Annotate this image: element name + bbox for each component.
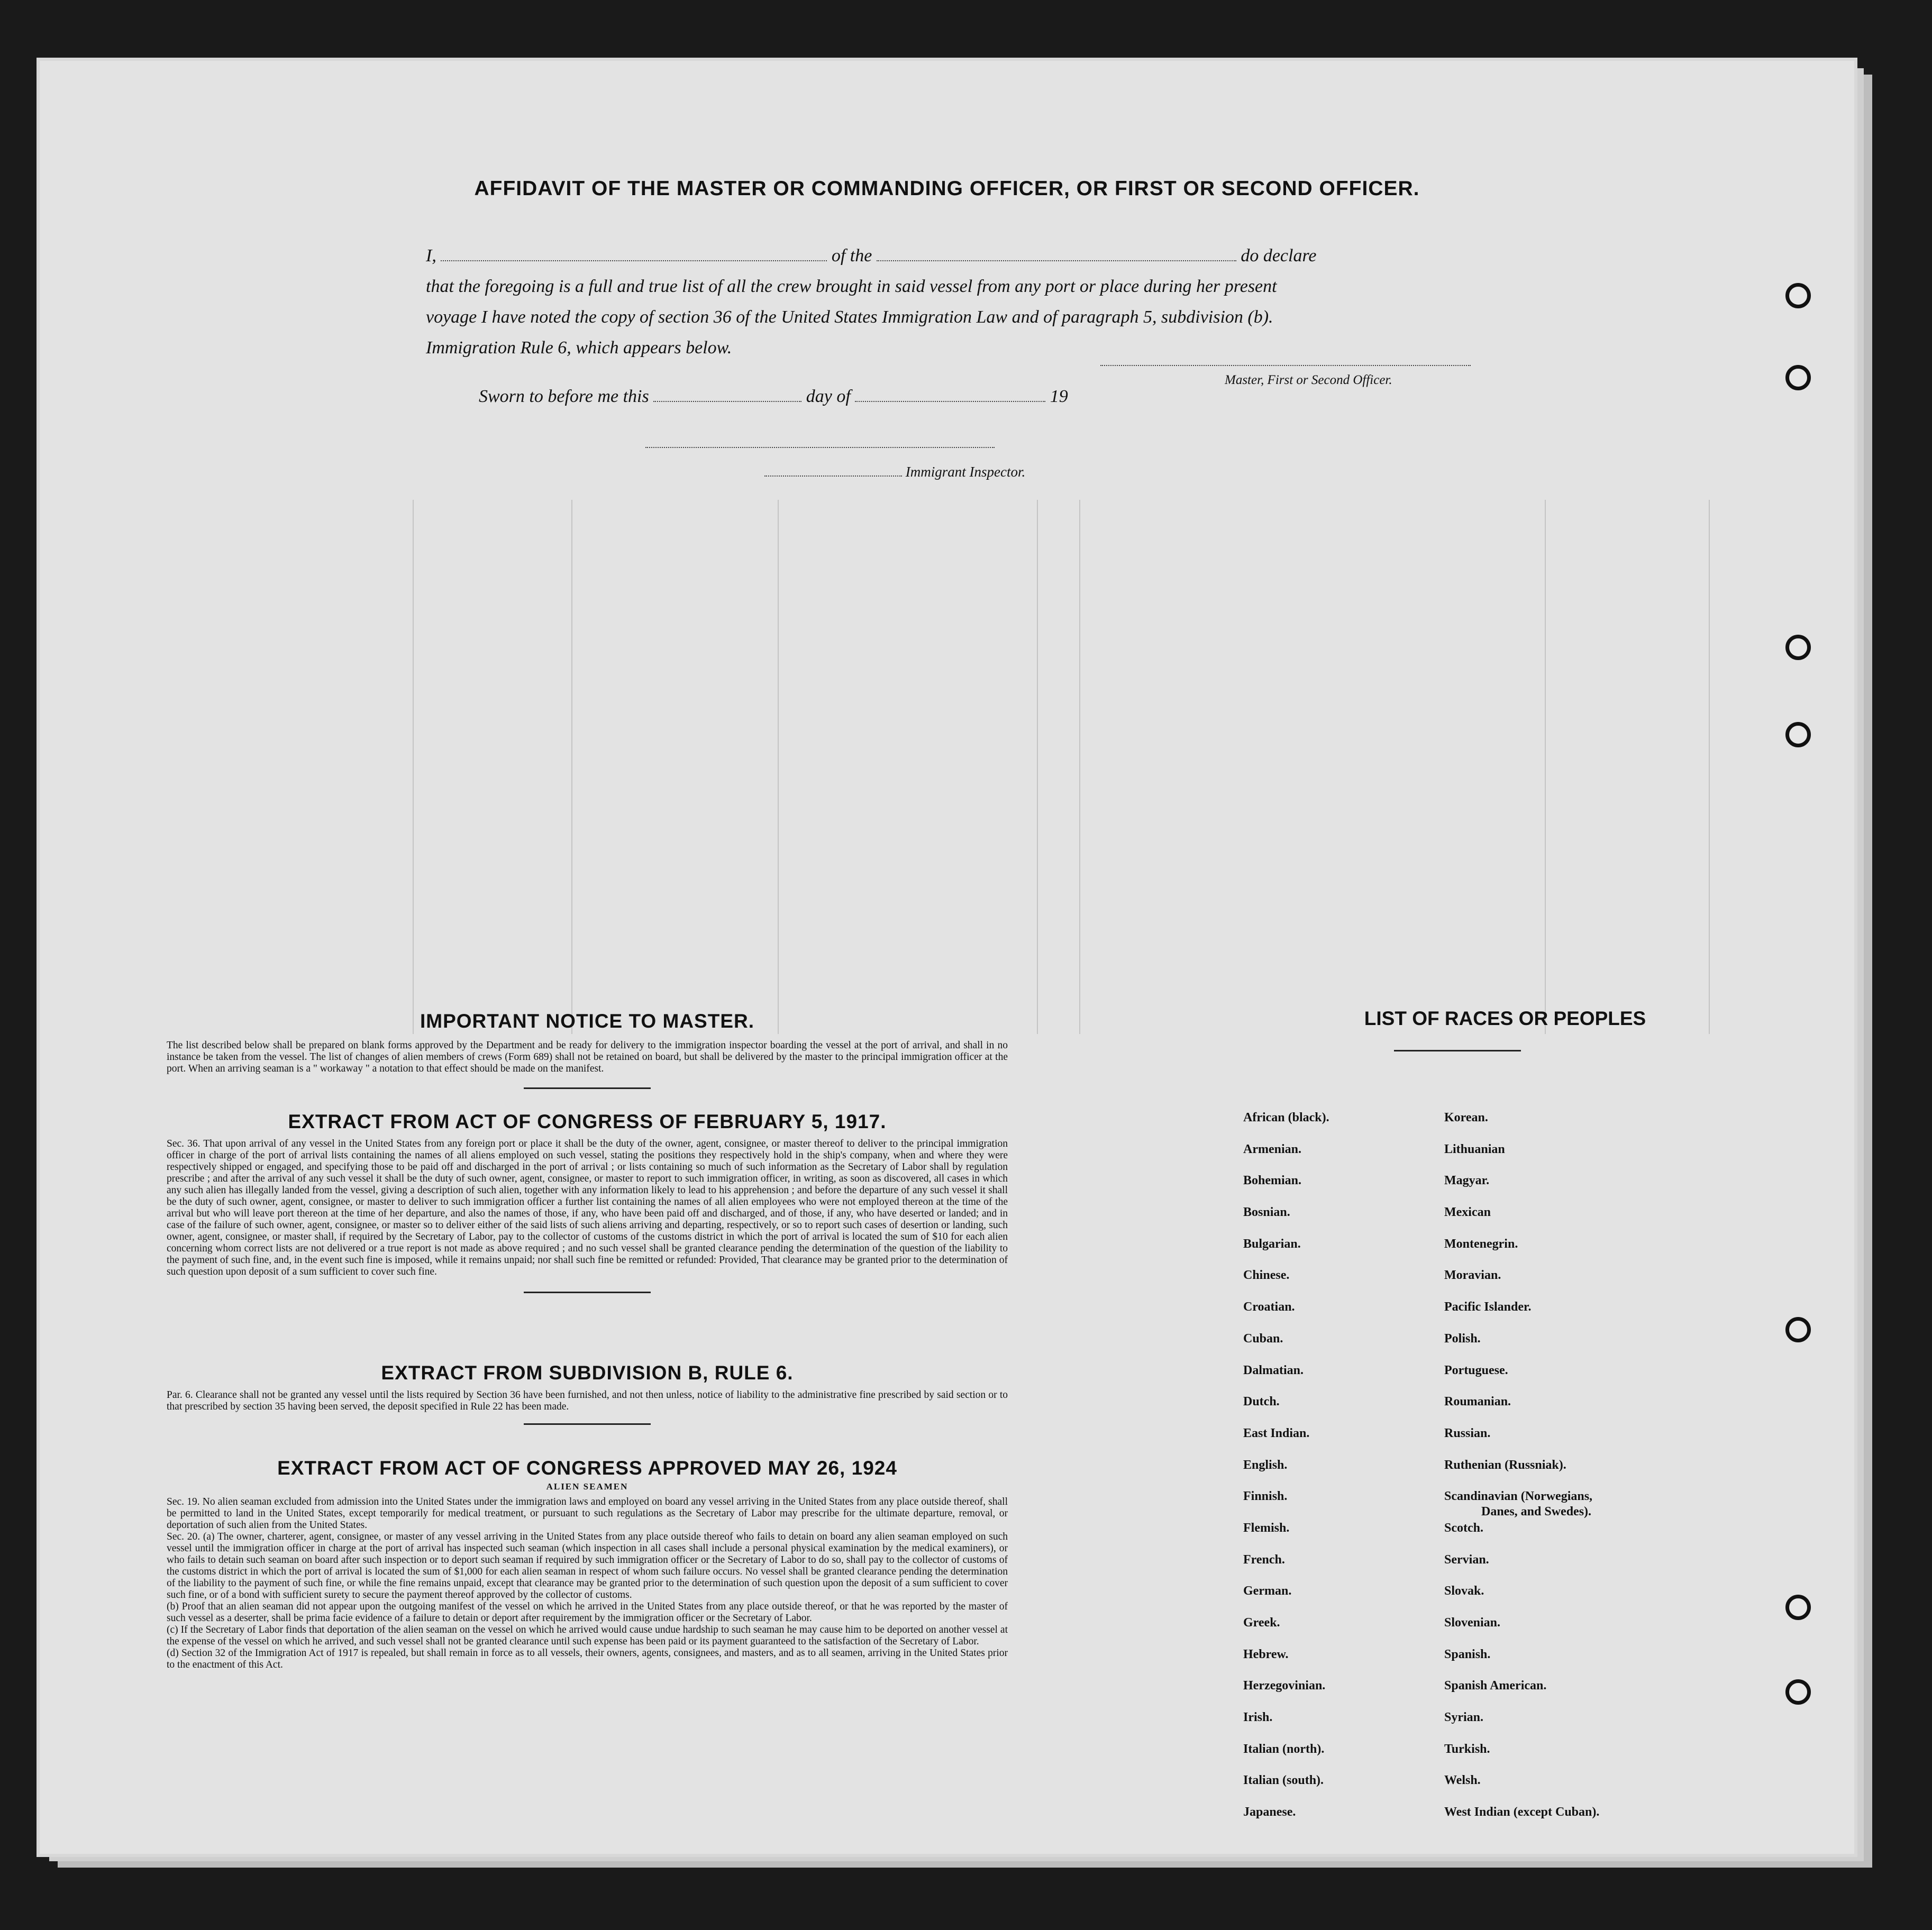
extract-1917-title: EXTRACT FROM ACT OF CONGRESS OF FEBRUARY 5, 1917. — [288, 1111, 887, 1132]
extract-1924-title: EXTRACT FROM ACT OF CONGRESS APPROVED MAY 26, 1924 — [277, 1457, 897, 1479]
race-label: Lithuanian — [1444, 1142, 1505, 1156]
section-divider — [524, 1087, 651, 1089]
race-label: Armenian. — [1243, 1142, 1301, 1156]
race-label: Slovenian. — [1444, 1616, 1501, 1630]
extract-rule6-section — [167, 1362, 1008, 1425]
sworn-statement — [479, 386, 1068, 407]
race-item — [1243, 1174, 1329, 1205]
race-label: German. — [1243, 1584, 1292, 1598]
race-label: English. — [1243, 1458, 1288, 1472]
notice-body: The list described below shall be prepared on blank forms approved by the Department and be ready for delivery to the immigration inspector boarding the vessel at the port of arrival, and shall in no instance be taken from the vessel. The list of changes of alien members of crews (Form 689) shall not be retained on board, but shall be delivered by the master to the principal immigration officer at the port. When an arriving seaman is a " workaway " a notation to that effect should be made on the manifest. — [167, 1040, 1008, 1074]
signature-line — [1100, 365, 1471, 366]
race-label: Welsh. — [1444, 1773, 1481, 1788]
binder-hole — [1785, 365, 1811, 390]
race-label: Irish. — [1243, 1711, 1273, 1725]
race-item — [1444, 1553, 1599, 1585]
race-item — [1444, 1395, 1599, 1426]
race-label: Syrian. — [1444, 1711, 1484, 1725]
affidavit-title: AFFIDAVIT OF THE MASTER OR COMMANDING OFFICER, OR FIRST OR SECOND OFFICER. — [474, 177, 1420, 200]
race-item — [1243, 1364, 1329, 1395]
race-item — [1243, 1553, 1329, 1585]
signature-caption: Master, First or Second Officer. — [1225, 373, 1392, 387]
race-label: Croatian. — [1243, 1300, 1295, 1314]
race-item — [1243, 1300, 1329, 1332]
binder-hole — [1785, 283, 1811, 308]
race-label: Turkish. — [1444, 1742, 1490, 1756]
sworn-year: 19 — [1050, 387, 1068, 406]
races-left-column — [1243, 1111, 1329, 1837]
declaration-i: I, — [426, 246, 436, 266]
race-item — [1243, 1616, 1329, 1648]
ruled-column — [413, 500, 414, 1034]
declaration-line-1 — [426, 241, 1505, 271]
extract-1924-subtitle: ALIEN SEAMEN — [546, 1481, 628, 1492]
section-20d-text: (d) Section 32 of the Immigration Act of 1917 is repealed, but shall remain in force as to all vessels, their owners, agents, consignees, and masters, and as to all seamen, arriving in the United States prior to the enactment of this Act. — [167, 1648, 1008, 1670]
declaration-line-4: Immigration Rule 6, which appears below. — [426, 338, 732, 358]
affidavit-declaration — [426, 241, 1505, 363]
inspector-caption: Immigrant Inspector. — [905, 464, 1026, 480]
race-label: Roumanian. — [1444, 1395, 1511, 1409]
vessel-blank — [877, 245, 1236, 261]
race-label: Servian. — [1444, 1552, 1489, 1567]
race-item — [1444, 1805, 1599, 1837]
binder-hole — [1785, 1679, 1811, 1705]
race-label: Dutch. — [1243, 1395, 1280, 1409]
race-item — [1243, 1742, 1329, 1774]
race-label: Scotch. — [1444, 1521, 1483, 1535]
section-divider — [524, 1292, 651, 1293]
race-item — [1444, 1458, 1599, 1490]
binder-hole — [1785, 722, 1811, 747]
race-item — [1444, 1742, 1599, 1774]
declaration-of-the: of the — [831, 246, 872, 266]
race-item — [1444, 1174, 1599, 1205]
race-label: Ruthenian (Russniak). — [1444, 1458, 1566, 1472]
race-label: Chinese. — [1243, 1268, 1290, 1283]
race-item — [1243, 1648, 1329, 1679]
race-label: Spanish American. — [1444, 1679, 1547, 1693]
race-label: Montenegrin. — [1444, 1237, 1518, 1251]
race-label: Cuban. — [1243, 1331, 1283, 1346]
race-item — [1243, 1711, 1329, 1742]
inspector-row — [764, 464, 1025, 480]
race-label: Portuguese. — [1444, 1363, 1508, 1377]
race-item — [1444, 1773, 1599, 1805]
sworn-prefix: Sworn to before me this — [479, 387, 649, 406]
race-label: Italian (south). — [1243, 1773, 1324, 1788]
extract-rule6-body: Par. 6. Clearance shall not be granted any vessel until the lists required by Section 36 have been furnished, and not then unless, notice of liability to the administrative fine prescribed by said section or to that prescribed by section 35 having been served, the deposit specified in Rule 22 has been made. — [167, 1389, 1008, 1412]
race-label: Bosnian. — [1243, 1205, 1290, 1220]
sworn-month-blank — [855, 386, 1045, 402]
race-item — [1444, 1205, 1599, 1237]
ruled-column — [778, 500, 779, 1034]
race-item — [1243, 1679, 1329, 1711]
section-20a-text: Sec. 20. (a) The owner, charterer, agent, consignee, or master of any vessel arriving in the United States from any place outside thereof who fails to detain on board any alien seaman employed on such vessel until the immigration officer in charge at the port of arrival has inspected such seaman (which inspection in all cases shall include a personal physical examination by the medical examiners), or who fails to detain such seaman on board after such inspection or to deport such seaman if required by such immigration officer or the Secretary of Labor to do so, shall pay to the collector of customs of the customs district in which the port of arrival is located the sum of $1,000 for each alien seaman in respect of whom such failure occurs. No vessel shall be granted clearance pending the determination of the liability to the payment of such fine, or while the fine remains unpaid, except that clearance may be granted prior to the determination of such question upon the deposit of a sum sufficient to cover such fine, or of a bond with sufficient surety to secure the payment thereof approved by the collector of customs. — [167, 1531, 1008, 1600]
extract-1917-body: Sec. 36. That upon arrival of any vessel in the United States from any foreign port or place it shall be the duty of the owner, agent, consignee, or master thereof to deliver to the principal immigration officer in charge of the port of arrival lists containing the names of all aliens employed on such vessel, stating the positions they respectively hold in the ship's company, when and where they were respectively shipped or engaged, and specifying those to be paid off and discharged in the port of arrival ; or lists containing so much of such information as the Secretary of Labor shall by regulation prescribe ; and after the arrival of any such vessel it shall be the duty of such owner, agent, consignee, or master to report to such immigration officer, in writing, as soon as discovered, all cases in which any such alien has illegally landed from the vessel, giving a description of such alien, together with any information likely to lead to his apprehension ; and before the departure of any such vessel it shall be the duty of such owner, agent, consignee, or master to deliver to such immigration officer a further list containing the names of all alien employees who were not employed thereon at the time of the arrival but who will leave port thereon at the time of her departure, and also the names of those, if any, who have been paid off and discharged, and of those, if any, who have deserted or landed; and in case of the failure of such owner, agent, consignee, or master so to deliver either of the said lists of such aliens arriving and departing, respectively, or so to report such cases of desertion or landing, such owner, agent, consignee, or master shall, if required by the Secretary of Labor, pay to the collector of customs of the customs district in which the port of arrival is located the sum of $10 for each alien concerning whom correct lists are not delivered or a true report is not made as above required ; and no such vessel shall be granted clearance pending the determination of the question of the liability to the payment of such fine, and, in the event such fine is imposed, while it remains unpaid; nor shall such fine be remitted or refunded: Provided, That clearance may be granted prior to the determination of such question upon deposit of a sum sufficient to cover such fine. — [167, 1138, 1008, 1277]
race-label: Finnish. — [1243, 1489, 1288, 1504]
race-label-continuation: Danes, and Swedes). — [1481, 1505, 1592, 1519]
race-item — [1444, 1364, 1599, 1395]
ruled-column — [571, 500, 572, 1034]
race-item — [1243, 1237, 1329, 1269]
race-label: Italian (north). — [1243, 1742, 1325, 1756]
race-item — [1243, 1584, 1329, 1616]
race-label: Japanese. — [1243, 1805, 1296, 1819]
race-item — [1444, 1584, 1599, 1616]
race-item — [1243, 1395, 1329, 1426]
section-20b-text: (b) Proof that an alien seaman did not appear upon the outgoing manifest of the vessel on which he arrived in the United States from any place outside thereof, or that he was reported by the master of such vessel as a deserter, shall be prima facie evidence of a failure to detain or deport after requirement by the immigration officer or the Secretary of Labor. — [167, 1601, 1008, 1624]
race-label: Pacific Islander. — [1444, 1300, 1532, 1314]
races-right-column — [1444, 1111, 1599, 1837]
race-label: Bulgarian. — [1243, 1237, 1301, 1251]
ruled-column — [1079, 500, 1080, 1034]
race-label: Magyar. — [1444, 1174, 1490, 1188]
races-divider — [1394, 1050, 1521, 1051]
race-item — [1243, 1489, 1329, 1521]
race-label: Flemish. — [1243, 1521, 1290, 1535]
race-item — [1444, 1332, 1599, 1364]
race-label: Slovak. — [1444, 1584, 1484, 1598]
sworn-day-of: day of — [806, 387, 851, 406]
race-item — [1243, 1458, 1329, 1490]
notice-title: IMPORTANT NOTICE TO MASTER. — [420, 1010, 754, 1032]
race-item — [1444, 1142, 1599, 1174]
binder-hole — [1785, 635, 1811, 660]
section-19-text: Sec. 19. No alien seaman excluded from admission into the United States under the immigration laws and employed on board any vessel arriving in the United States from any place outside thereof, shall be permitted to land in the United States, except temporarily for medical treatment, or pursuant to such regulations as the Secretary of Labor may prescribe for the ultimate departure, removal, or deportation of such alien from the United States. — [167, 1496, 1008, 1531]
race-item — [1444, 1111, 1599, 1142]
ruled-column — [1037, 500, 1038, 1034]
race-label: Dalmatian. — [1243, 1363, 1304, 1377]
race-label: Korean. — [1444, 1111, 1488, 1124]
race-label: Polish. — [1444, 1331, 1481, 1346]
race-item — [1444, 1426, 1599, 1458]
extract-rule6-title: EXTRACT FROM SUBDIVISION B, RULE 6. — [381, 1362, 794, 1384]
race-item — [1243, 1268, 1329, 1300]
race-item — [1243, 1205, 1329, 1237]
declaration-line-2: that the foregoing is a full and true list of all the crew brought in said vessel from any port or place during her present — [426, 277, 1277, 296]
binder-hole — [1785, 1595, 1811, 1620]
extract-1924-section — [167, 1457, 1008, 1671]
race-label: Spanish. — [1444, 1647, 1491, 1661]
race-item — [1243, 1805, 1329, 1837]
race-item — [1243, 1332, 1329, 1364]
race-label: Herzegovinian. — [1243, 1679, 1326, 1693]
race-item — [1243, 1426, 1329, 1458]
extract-1917-section — [167, 1111, 1008, 1293]
race-item — [1444, 1648, 1599, 1679]
race-label: Hebrew. — [1243, 1647, 1289, 1661]
race-item — [1444, 1300, 1599, 1332]
race-item — [1444, 1237, 1599, 1269]
race-label: Moravian. — [1444, 1268, 1501, 1283]
document-page — [40, 61, 1854, 1854]
inspector-blank — [764, 466, 902, 477]
race-item — [1444, 1489, 1599, 1521]
declaration-line-3: voyage I have noted the copy of section 36 of the United States Immigration Law and of paragraph 5, subdivision (b). — [426, 307, 1273, 327]
race-item — [1243, 1521, 1329, 1553]
ruled-column — [1709, 500, 1710, 1034]
race-label: Bohemian. — [1243, 1174, 1302, 1188]
binder-hole — [1785, 1317, 1811, 1342]
races-title: LIST OF RACES OR PEOPLES — [1364, 1008, 1646, 1029]
race-label: African (black). — [1243, 1111, 1329, 1124]
notice-section — [167, 1010, 1008, 1089]
race-item — [1444, 1679, 1599, 1711]
ruled-column — [1545, 500, 1546, 1034]
section-divider — [524, 1423, 651, 1425]
race-label: Mexican — [1444, 1205, 1491, 1220]
section-20c-text: (c) If the Secretary of Labor finds that deportation of the alien seaman on the vessel on which he arrived would cause undue hardship to such seaman he may cause him to be deported on another vessel at the expense of the vessel on which he arrived, and such vessel shall not be granted clearance until such expense has been paid or its payment guaranteed to the satisfaction of the Secretary of Labor. — [167, 1624, 1008, 1647]
race-label: West Indian (except Cuban). — [1444, 1805, 1600, 1819]
name-blank — [441, 245, 827, 261]
race-item — [1444, 1616, 1599, 1648]
race-label: Scandinavian (Norwegians, — [1444, 1489, 1593, 1504]
race-label: Greek. — [1243, 1616, 1280, 1630]
sworn-date-blank — [653, 386, 801, 402]
race-label: French. — [1243, 1552, 1285, 1567]
race-item — [1243, 1111, 1329, 1142]
race-label: Russian. — [1444, 1426, 1491, 1440]
race-item — [1444, 1521, 1599, 1553]
declaration-declare: do declare — [1241, 246, 1317, 266]
race-item — [1444, 1711, 1599, 1742]
race-item — [1444, 1268, 1599, 1300]
race-label: East Indian. — [1243, 1426, 1310, 1440]
inspector-signature-line — [645, 447, 995, 448]
race-item — [1243, 1773, 1329, 1805]
race-item — [1243, 1142, 1329, 1174]
